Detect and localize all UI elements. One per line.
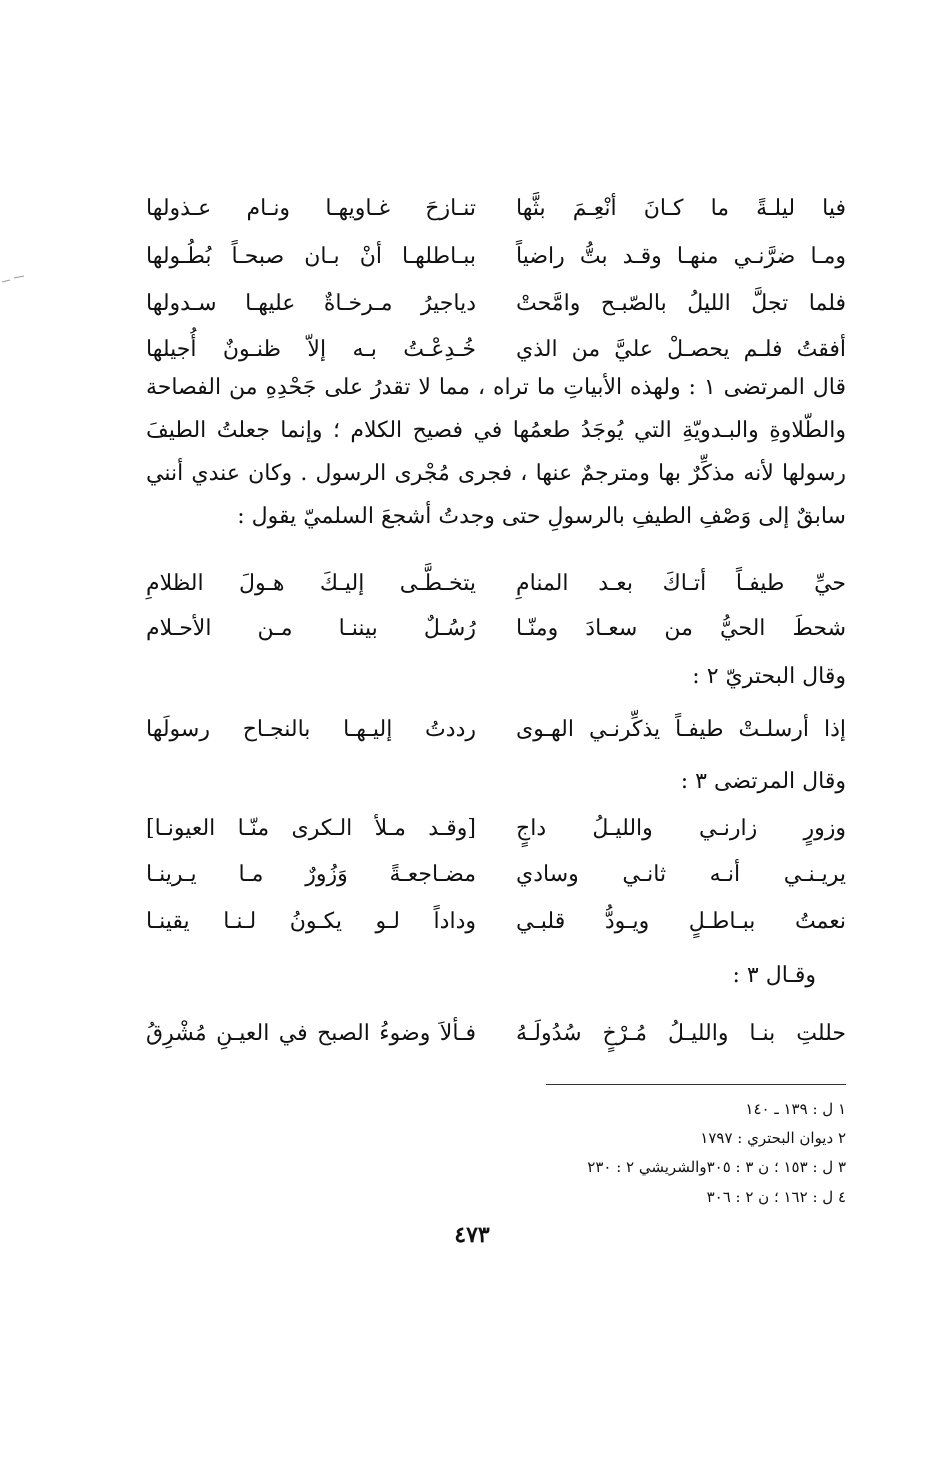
footnote: ١ ل : ١٣٩ ـ ١٤٠ xyxy=(745,1100,846,1118)
hemistich-second: دياجيرُ مـرخـاةٌ عليهـا سـدولها xyxy=(146,291,476,316)
hemistich-first: شحطَ الحيُّ من سعـادَ ومنّـا xyxy=(516,616,846,641)
hemistich-first: نعمتُ ببـاطـلٍ ويـودُّ قلبـي xyxy=(516,909,846,934)
hemistich-second: مضـاجعـةً وَزُورٌ مـا يـرينـا xyxy=(146,862,476,887)
verse-line xyxy=(146,900,846,944)
hemistich-second: ببـاطلهـا أنْ بـان صبحـاً بُطُـولها xyxy=(146,244,476,269)
footnote: ٣ ل : ١٥٣ ؛ ن ٣ : ٣٠٥والشريشي ٢ : ٢٣٠ xyxy=(587,1158,846,1176)
hemistich-first: ومـا ضرَّنـي منهـا وقـد بتُّ راضياً xyxy=(516,244,846,269)
hemistich-second: خُـدِعْـتُ بـه إلاّ ظنـونٌ أُجيلها xyxy=(146,337,476,362)
hemistich-first: فلما تجلَّ الليلُ بالصّبـح وامَّحتْ xyxy=(516,291,846,316)
verse-line xyxy=(146,562,846,606)
hemistich-second: يتخـطَّـى إليـكَ هـولَ الظلامِ xyxy=(146,571,476,596)
hemistich-second: [وقـد مـلأ الـكرى منّـا العيونـا] xyxy=(146,816,476,841)
hemistich-first: أفقتُ فلـم يحصـلْ عليَّ من الذي xyxy=(516,337,846,362)
hemistich-second: تنـازحَ غـاويهـا ونـام عـذولها xyxy=(146,196,476,221)
hemistich-first: وزورٍ زارنـي والليـلُ داجٍ xyxy=(516,816,846,841)
hemistich-first: حللتِ بنـا والليـلُ مُـرْخٍ سُدُولَـهُ xyxy=(516,1021,846,1046)
verse-line xyxy=(146,708,846,752)
verse-introduction: وقـال ٣ : xyxy=(732,963,816,988)
hemistich-first: إذا أرسلـتْ طيفـاً يذكِّرنـي الهـوى xyxy=(516,717,846,742)
verse-introduction: وقال البحتريّ ٢ : xyxy=(692,664,846,689)
verse-introduction: وقال المرتضى ٣ : xyxy=(680,769,846,794)
margin-mark xyxy=(0,270,30,290)
verse-line xyxy=(146,1012,846,1056)
footnote: ٢ ديوان البحتري : ١٧٩٧ xyxy=(700,1129,846,1147)
verse-line xyxy=(146,853,846,897)
verse-line xyxy=(146,282,846,326)
hemistich-second: رددتُ إليـهـا بالنجـاح رسولَها xyxy=(146,717,476,742)
hemistich-first: حيِّ طيفـاً أتـاكَ بعـد المنامِ xyxy=(516,571,846,596)
footnote: ٤ ل : ١٦٢ ؛ ن ٢ : ٣٠٦ xyxy=(706,1188,846,1206)
verse-line xyxy=(146,187,846,231)
page-number: ٤٧٣ xyxy=(454,1222,490,1248)
hemistich-second: فـألاَ وضوءُ الصبح في العيـنِ مُشْرِقُ xyxy=(146,1021,476,1046)
verse-line xyxy=(146,235,846,279)
footnote-separator xyxy=(546,1084,846,1085)
hemistich-first: يريـنـي أنـه ثانـي وسادي xyxy=(516,862,846,887)
hemistich-first: فيا ليلـةً ما كـانَ أنْعِـمَ بثَّها xyxy=(516,196,846,221)
verse-line xyxy=(146,807,846,851)
hemistich-second: وداداً لـو يكـونُ لـنـا يقينـا xyxy=(146,909,476,934)
hemistich-second: رُسُـلٌ بيننـا مـن الأحـلام xyxy=(146,616,476,641)
verse-line xyxy=(146,607,846,651)
prose-paragraph: قال المرتضى ١ : ولهذه الأبياتِ ما تراه ، مما لا تقدرُ على جَحْدِهِ من الفصاحة والطّلاوةِ والبـدويّةِ التي يُوجَدُ طعمُها في فصيح الكلام ؛ وإنما جعلتُ الطيفَ رسولها لأنه مذكِّرٌ بها ومترجمٌ عنها ، فجرى مُجْرى الرسول . وكان عندي أنني سابقٌ إلى وَصْفِ الطيفِ بالرسولِ حتى وجدتُ أشجعَ السلميّ يقول : xyxy=(146,375,847,529)
